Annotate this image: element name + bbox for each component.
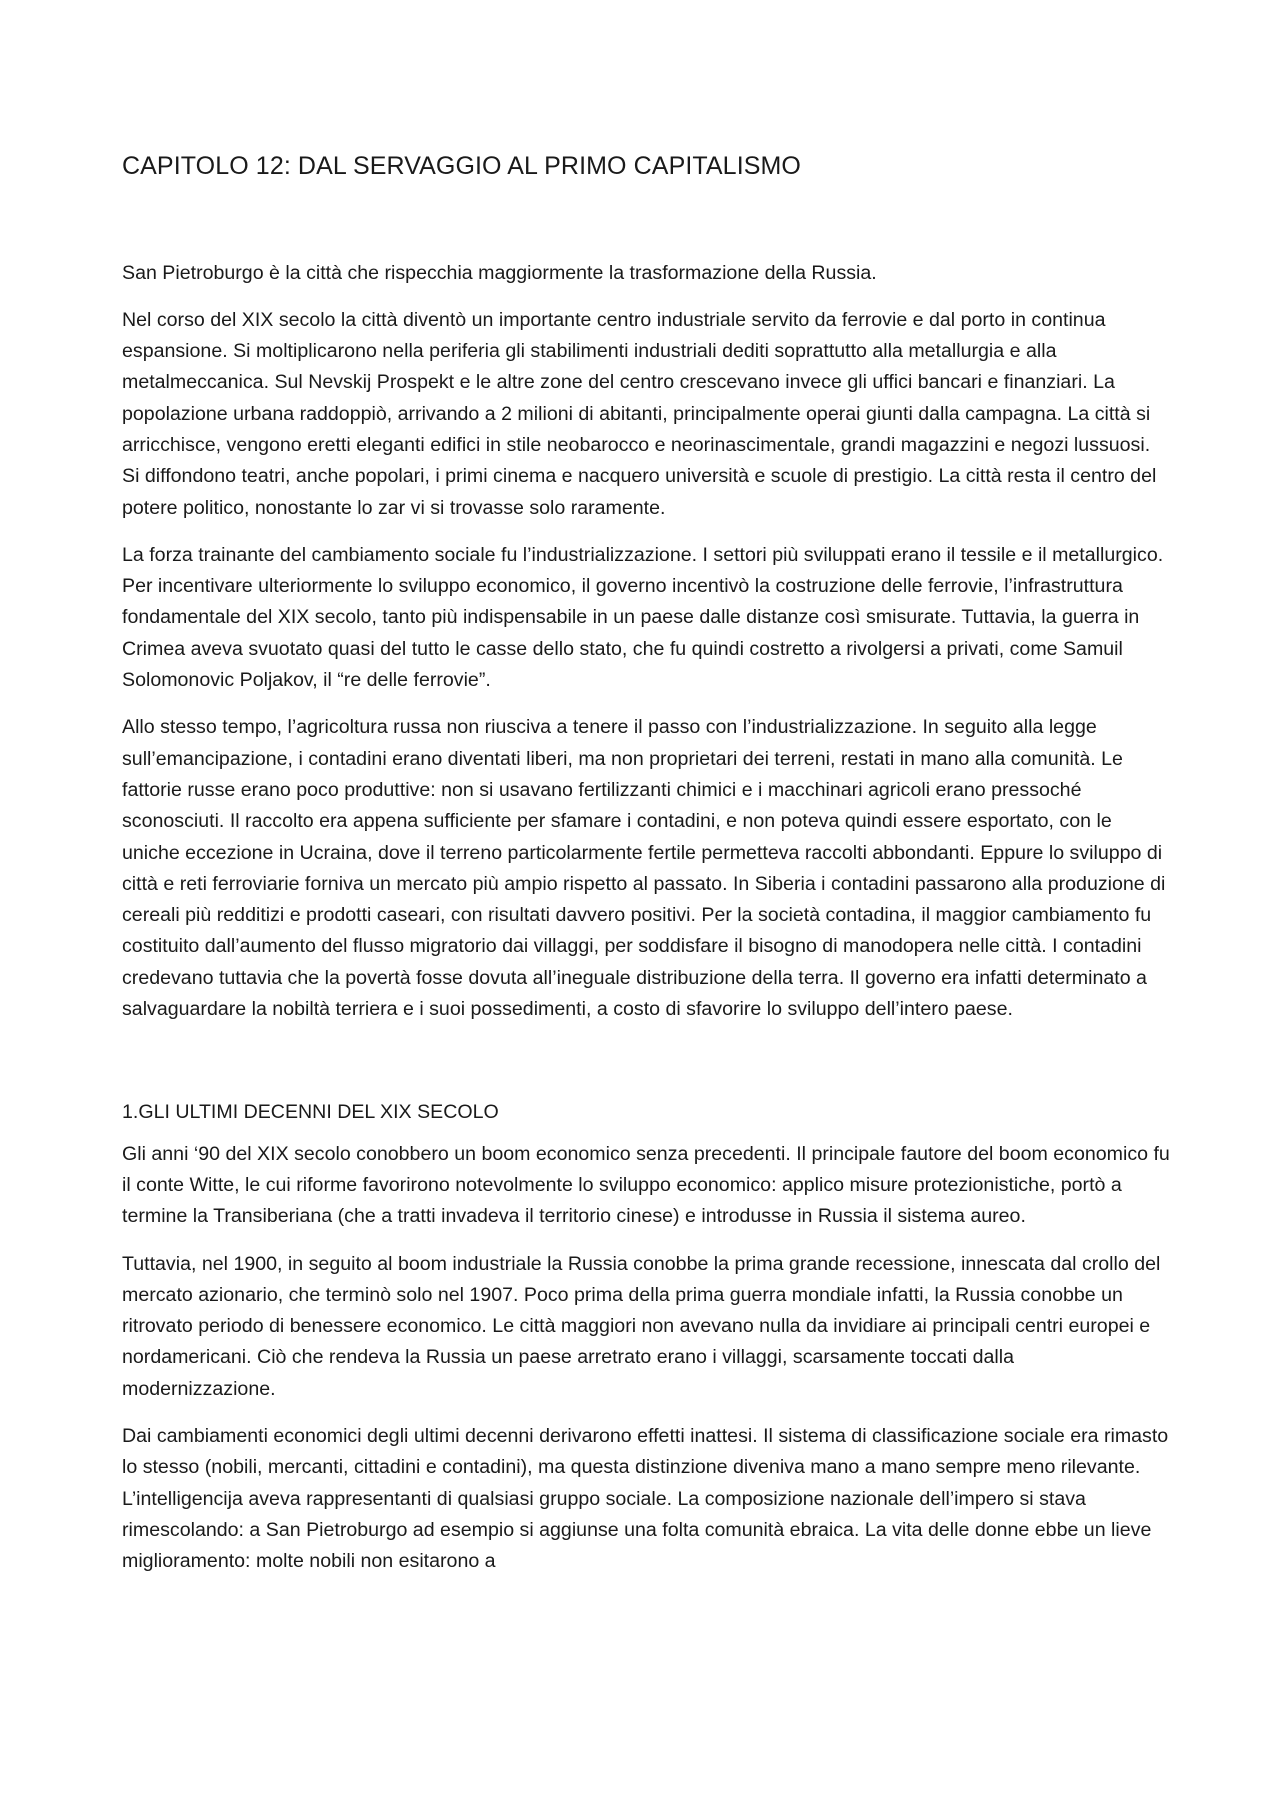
intro-paragraph: La forza trainante del cambiamento sociale fu l’industrializzazione. I settori più sviluppati erano il tessile e il metallurgico. Per incentivare ulteriormente lo sviluppo economico, il governo incentivò la costruzione delle ferrovie, l’infrastruttura fondamentale del XIX secolo, tanto più indispensabile in un paese dalle distanze così smisurate. Tuttavia, la guerra in Crimea aveva svuotato quasi del tutto le casse dello stato, che fu quindi costretto a rivolgersi a privati, come Samuil Solomonovic Poljakov, il “re delle ferrovie”.: [122, 543, 1164, 692]
chapter-title: CAPITOLO 12: DAL SERVAGGIO AL PRIMO CAPITALISMO: [122, 152, 801, 180]
intro-paragraph: Allo stesso tempo, l’agricoltura russa non riusciva a tenere il passo con l’industrializzazione. In seguito alla legge sull’emancipazione, i contadini erano diventati liberi, ma non proprietari dei terreni, restati in mano alla comunità. Le fattorie russe erano poco produttive: non si usavano fertilizzanti chimici e i macchinari agricoli erano pressoché sconosciuti. Il raccolto era appena sufficiente per sfamare i contadini, e non poteva quindi essere esportato, con le uniche eccezione in Ucraina, dove il terreno particolarmente fertile permetteva raccolti abbondanti. Eppure lo sviluppo di città e reti ferroviarie forniva un mercato più ampio rispetto al passato. In Siberia i contadini passarono alla produzione di cereali più redditizi e prodotti caseari, con risultati davvero positivi. Per la società contadina, il maggior cambiamento fu costituito dall’aumento del flusso migratorio dai villaggi, per soddisfare il bisogno di manodopera nelle città. I contadini credevano tuttavia che la povertà fosse dovuta all’ineguale distribuzione della terra. Il governo era infatti determinato a salvaguardare la nobiltà terriera e i suoi possedimenti, a costo di sfavorire lo sviluppo dell’intero paese.: [122, 716, 1166, 1021]
section-paragraph: Tuttavia, nel 1900, in seguito al boom industriale la Russia conobbe la prima grande recessione, innescata dal crollo del mercato azionario, che terminò solo nel 1907. Poco prima della prima guerra mondiale infatti, la Russia conobbe un ritrovato periodo di benessere economico. Le città maggiori non avevano nulla da invidiare ai principali centri europei e nordamericani. Ciò che rendeva la Russia un paese arretrato erano i villaggi, scarsamente toccati dalla modernizzazione.: [122, 1252, 1161, 1400]
section-paragraph: Gli anni ‘90 del XIX secolo conobbero un boom economico senza precedenti. Il principale fautore del boom economico fu il conte Witte, le cui riforme favorirono notevolmente lo sviluppo economico: applico misure protezionistiche, portò a termine la Transiberiana (che a tratti invadeva il territorio cinese) e introdusse in Russia il sistema aureo.: [122, 1142, 1170, 1228]
document-page: [122, 150, 1172, 1593]
section-paragraph: Dai cambiamenti economici degli ultimi decenni derivarono effetti inattesi. Il sistema di classificazione sociale era rimasto lo stesso (nobili, mercanti, cittadini e contadini), ma questa distinzione diveniva mano a mano sempre meno rilevante. L’intelligencija aveva rappresentanti di qualsiasi gruppo sociale. La composizione nazionale dell’impero si stava rimescolando: a San Pietroburgo ad esempio si aggiunse una folta comunità ebraica. La vita delle donne ebbe un lieve miglioramento: molte nobili non esitarono a: [122, 1425, 1169, 1573]
intro-paragraph: Nel corso del XIX secolo la città diventò un importante centro industriale servito da ferrovie e dal porto in continua espansione. Si moltiplicarono nella periferia gli stabilimenti industriali dediti soprattutto alla metallurgia e alla metalmeccanica. Sul Nevskij Prospekt e le altre zone del centro crescevano invece gli uffici bancari e finanziari. La popolazione urbana raddoppiò, arrivando a 2 milioni di abitanti, principalmente operai giunti dalla campagna. La città si arricchisce, vengono eretti eleganti edifici in stile neobarocco e neorinascimentale, grandi magazzini e negozi lussuosi. Si diffondono teatri, anche popolari, i primi cinema e nacquero università e scuole di prestigio. La città resta il centro del potere politico, nonostante lo zar vi si trovasse solo raramente.: [122, 308, 1157, 519]
section-title: 1.GLI ULTIMI DECENNI DEL XIX SECOLO: [122, 1101, 499, 1124]
intro-paragraph: San Pietroburgo è la città che rispecchia maggiormente la trasformazione della Russia.: [122, 261, 877, 284]
